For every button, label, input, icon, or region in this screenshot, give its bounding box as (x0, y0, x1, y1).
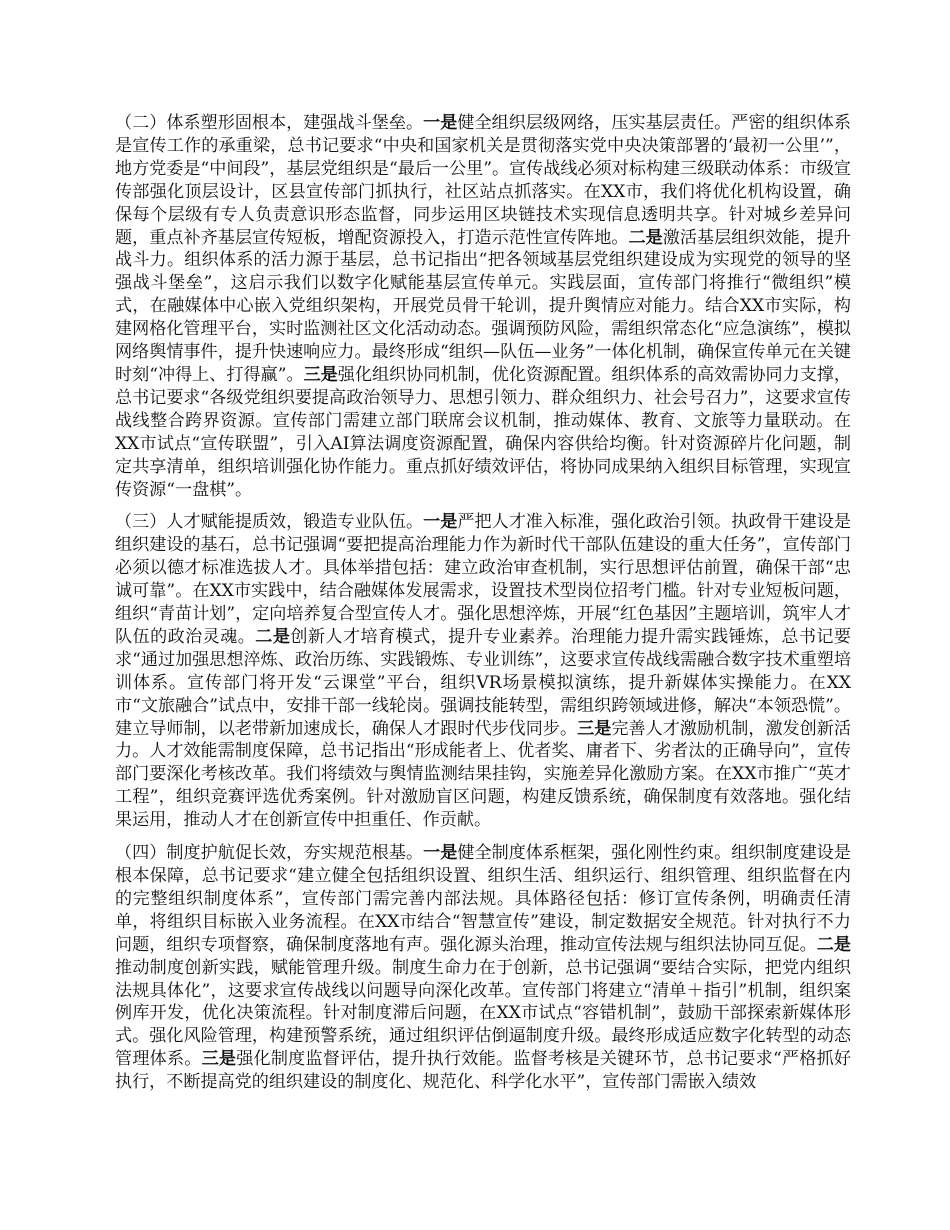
paragraph-section-2 (115, 112, 851, 501)
point-text-3: 强化组织协同机制，优化资源配置。组织体系的高效需协同力支撑，总书记要求“各级党组织要提高政治领导力、思想引领力、群众组织力、社会号召力”，这要求宣传战线整合跨界资源。宣传部门需建立部门联席会议机制，推动媒体、教育、文旅等力量联动。在XX市试点“宣传联盟”，引入AI算法调度资源配置，确保内容供给均衡。针对资源碎片化问题，制定共享清单，组织培训强化协作能力。重点抓好绩效评估，将协同成果纳入组织目标管理，实现宣传资源“一盘棋”。 (115, 364, 851, 500)
point-marker-1: 一是 (423, 113, 458, 133)
section-heading: （二）体系塑形固根本，建强战斗堡垒。 (115, 113, 424, 133)
point-text-2: 激活基层组织效能，提升战斗力。组织体系的活力源于基层，总书记指出“把各领域基层党组织建设成为实现党的领导的坚强战斗堡垒”，这启示我们以数字化赋能基层宣传单元。实践层面，宣传部门将推行“微组织”模式，在融媒体中心嵌入党组织架构，开展党员骨干轮训，提升舆情应对能力。结合XX市实际，构建网格化管理平台，实时监测社区文化活动动态。强调预防风险，需组织常态化“应急演练”，模拟网络舆情事件，提升快速响应力。最终形成“组织—队伍—业务”一体化机制，确保宣传单元在关键时刻“冲得上、打得赢”。 (115, 227, 852, 385)
paragraph-section-3 (115, 511, 851, 832)
point-marker-3: 三是 (303, 364, 338, 385)
point-marker-2: 二是 (255, 626, 291, 647)
section-heading: （四）制度护航促长效，夯实规范根基。 (115, 843, 424, 864)
point-text-1: 严把人才准入标准，强化政治引领。执政骨干建设是组织建设的基石，总书记强调“要把提高治理能力作为新时代干部队伍建设的重大任务”，宣传部门必须以德才标准选拔人才。具体举措包括：建立政治审查机制，实行思想评估前置，确保干部“忠诚可靠”。在XX市实践中，结合融媒体发展需求，设置技术型岗位招考门槛。针对专业短板问题，组织“青苗计划”，定向培养复合型宣传人才。强化思想淬炼，开展“红色基因”主题培训，筑牢人才队伍的政治灵魂。 (115, 512, 852, 647)
paragraph-section-4 (115, 842, 851, 1094)
point-marker-2: 二是 (816, 934, 852, 955)
document-body (115, 112, 851, 1104)
point-marker-1: 一是 (423, 512, 458, 533)
point-text-2: 创新人才培育模式，提升专业素养。治理能力提升需实践锤炼，总书记要求“通过加强思想淬炼、政治历练、实践锻炼、专业训练”，这要求宣传战线需融合数字技术重塑培训体系。宣传部门将开发“云课堂”平台，组织VR场景模拟演练，提升新媒体实操能力。在XX市“文旅融合”试点中，安排干部一线轮岗。强调技能转型，需组织跨领域进修，解决“本领恐慌”。建立导师制，以老带新加速成长，确保人才跟时代步伐同步。 (115, 626, 852, 739)
point-text-3: 强化制度监督评估，提升执行效能。监督考核是关键环节，总书记要求“严格抓好执行，不断提高党的组织建设的制度化、规范化、科学化水平”，宣传部门需嵌入绩效 (115, 1049, 851, 1093)
point-text-3: 完善人才激励机制，激发创新活力。人才效能需制度保障，总书记指出“形成能者上、优者奖、庸者下、劣者汰的正确导向”，宣传部门要深化考核改革。我们将绩效与舆情监测结果挂钩，实施差异化激励方案。在XX市推广“英才工程”，组织竞赛评选优秀案例。针对激励盲区问题，构建反馈系统，确保制度有效落地。强化结果运用，推动人才在创新宣传中担重任、作贡献。 (115, 718, 852, 831)
point-marker-2: 二是 (628, 227, 663, 248)
point-text-1: 健全组织层级网络，压实基层责任。严密的组织体系是宣传工作的承重梁，总书记要求“中央和国家机关是贯彻落实党中央决策部署的‘最初一公里’”，地方党委是“中间段”，基层党组织是“最后一公里”。宣传战线必须对标构建三级联动体系：市级宣传部强化顶层设计，区县宣传部门抓执行，社区站点抓落实。在XX市，我们将优化机构设置，确保每个层级有专人负责意识形态监督，同步运用区块链技术实现信息透明共享。针对城乡差异问题，重点补齐基层宣传短板，增配资源投入，打造示范性宣传阵地。 (115, 113, 852, 248)
point-text-1: 健全制度体系框架，强化刚性约束。组织制度建设是根本保障，总书记要求“建立健全包括组织设置、组织生活、组织运行、组织管理、组织监督在内的完整组织制度体系”，宣传部门需完善内部法规。具体路径包括：修订宣传条例，明确责任清单，将组织目标嵌入业务流程。在XX市结合“智慧宣传”建设，制定数据安全规范。针对执行不力问题，组织专项督察，确保制度落地有声。强化源头治理，推动宣传法规与组织法协同互促。 (115, 843, 852, 955)
point-text-2: 推动制度创新实践，赋能管理升级。制度生命力在于创新，总书记强调“要结合实际，把党内组织法规具体化”，这要求宣传战线以问题导向深化改革。宣传部门将建立“清单＋指引”机制，组织案例库开发，优化决策流程。针对制度滞后问题，在XX市试点“容错机制”，鼓励干部探索新媒体形式。强化风险管理，构建预警系统，通过组织评估倒逼制度升级。最终形成适应数字化转型的动态管理体系。 (115, 957, 851, 1070)
point-marker-1: 一是 (423, 843, 458, 864)
point-marker-3: 三是 (577, 718, 612, 739)
section-heading: （三）人才赋能提质效，锻造专业队伍。 (115, 512, 424, 533)
point-marker-3: 三是 (201, 1049, 237, 1070)
